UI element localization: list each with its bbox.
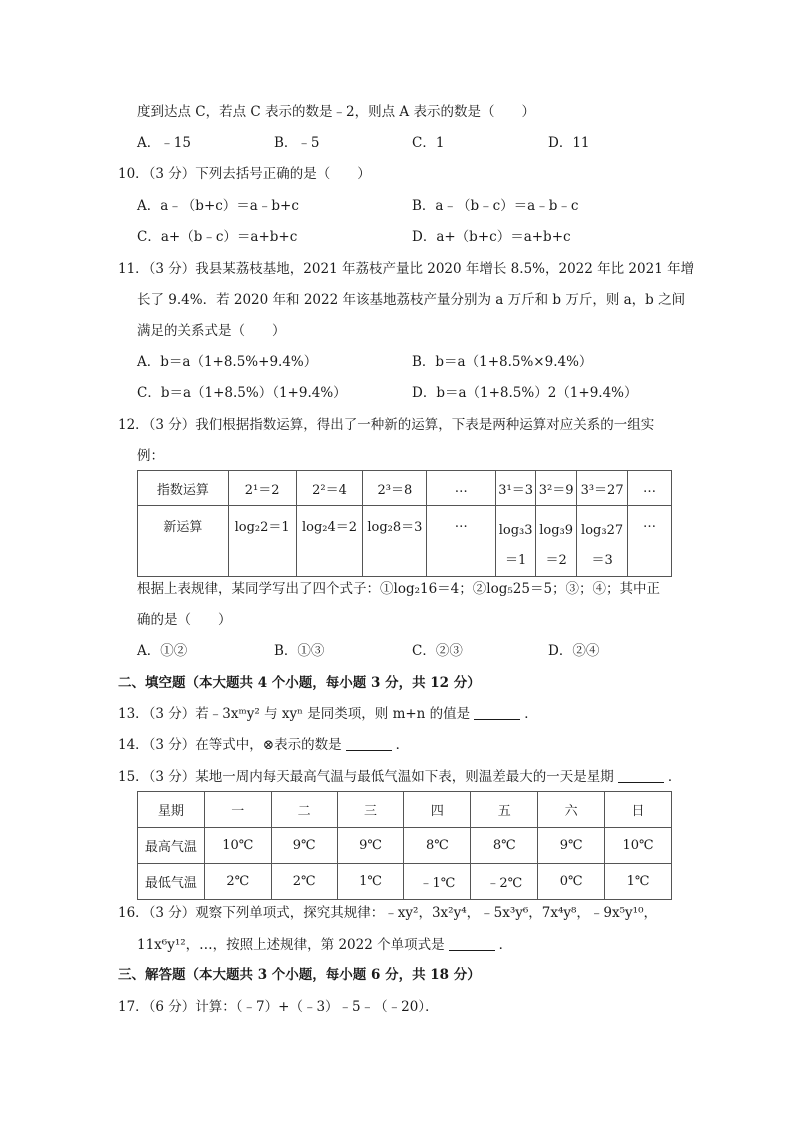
q15-cell: 9℃ [271, 828, 337, 864]
q12-operation-table [137, 470, 672, 577]
q13-answer-blank[interactable] [474, 707, 520, 720]
q14-row: 14．（3 分）在等式中，⊗表示的数是 ． [118, 737, 410, 753]
q11-option-d: D．b＝a（1+8.5%）2（1+9.4%） [412, 385, 638, 401]
q12-table-row-new-op [138, 506, 672, 577]
q12-cell: log₃3 ＝1 [496, 506, 536, 577]
q12-cell: log₃27 ＝3 [577, 506, 628, 577]
q15-header-cell: 二 [271, 792, 337, 828]
q15-low-temp-row [138, 864, 672, 900]
q9-continuation-text: 度到达点 C，若点 C 表示的数是﹣2，则点 A 表示的数是（ ） [137, 104, 535, 120]
q12-line-1: 12．（3 分）我们根据指数运算，得出了一种新的运算，下表是两种运算对应关系的一组实 [118, 417, 655, 433]
q13-text: 13．（3 分）若﹣3xᵐy² 与 xyⁿ 是同类项，则 m+n 的值是 [118, 706, 471, 722]
q12-cell: 3³＝27 [577, 471, 628, 506]
q16-line-2: 11x⁶y¹²，…，按照上述规律，第 2022 个单项式是 [137, 937, 445, 953]
q9-option-a: A．﹣15 [137, 135, 191, 151]
q10-option-b: B．a﹣（b﹣c）＝a﹣b﹣c [412, 198, 579, 214]
q11-line-3: 满足的关系式是（ ） [137, 323, 286, 339]
q15-header-cell: 日 [605, 792, 672, 828]
q9-option-c: C．1 [412, 135, 445, 151]
q12-option-b: B．①③ [274, 643, 325, 659]
q15-cell: 最高气温 [138, 828, 205, 864]
q12-cell: 2²＝4 [296, 471, 363, 506]
q15-answer-blank[interactable] [618, 770, 664, 783]
q12-after-line-1: 根据上表规律，某同学写出了四个式子：①log₂16＝4；②log₅25＝5；③；④；其中正 [137, 581, 661, 597]
q15-cell: ﹣1℃ [404, 864, 471, 900]
q15-cell: ﹣2℃ [471, 864, 538, 900]
q15-header-cell: 三 [337, 792, 404, 828]
q15-header-cell: 星期 [138, 792, 205, 828]
q10-option-c: C．a+（b﹣c）＝a+b+c [137, 229, 298, 245]
q15-header-cell: 五 [471, 792, 538, 828]
q15-high-temp-row [138, 828, 672, 864]
q12-option-a: A．①② [137, 643, 188, 659]
q12-line-2: 例： [137, 448, 164, 464]
q12-cell: 2¹＝2 [228, 471, 296, 506]
section-3-heading: 三、解答题（本大题共 3 个小题，每小题 6 分，共 18 分） [118, 967, 481, 983]
q12-row1-label: 指数运算 [138, 471, 229, 506]
q15-cell: 10℃ [605, 828, 672, 864]
q12-cell: log₃9 ＝2 [536, 506, 577, 577]
section-2-heading: 二、填空题（本大题共 4 个小题，每小题 3 分，共 12 分） [118, 675, 481, 691]
q12-after-line-2: 确的是（ ） [137, 612, 232, 628]
q15-cell: 2℃ [271, 864, 337, 900]
q15-cell: 8℃ [471, 828, 538, 864]
q12-cell: log₂4＝2 [296, 506, 363, 577]
q17-text: 17．（6 分）计算：（﹣7）+（﹣3）﹣5﹣（﹣20）． [118, 999, 439, 1015]
q15-header-cell: 六 [538, 792, 605, 828]
q15-cell: 0℃ [538, 864, 605, 900]
q16-row-2: 11x⁶y¹²，…，按照上述规律，第 2022 个单项式是 ． [137, 937, 513, 953]
q15-header-cell: 一 [204, 792, 271, 828]
q12-cell: 3¹＝3 [496, 471, 536, 506]
q12-row2-label: 新运算 [138, 506, 229, 577]
q15-cell: 8℃ [404, 828, 471, 864]
q13-row: 13．（3 分）若﹣3xᵐy² 与 xyⁿ 是同类项，则 m+n 的值是 ． [118, 706, 538, 722]
q15-cell: 9℃ [538, 828, 605, 864]
q15-row: 15．（3 分）某地一周内每天最高气温与最低气温如下表，则温差最大的一天是星期 ． [118, 769, 682, 785]
q16-line-1: 16．（3 分）观察下列单项式，探究其规律：﹣xy²，3x²y⁴，﹣5x³y⁶，7x⁴y⁸，﹣9x⁵y¹⁰， [118, 905, 657, 921]
q14-text: 14．（3 分）在等式中，⊗表示的数是 [118, 737, 342, 753]
q12-cell: 2³＝8 [363, 471, 427, 506]
q15-cell: 1℃ [605, 864, 672, 900]
q11-line-1: 11．（3 分）我县某荔枝基地，2021 年荔枝产量比 2020 年增长 8.5%，2022 年比 2021 年增 [118, 261, 695, 277]
q15-cell: 9℃ [337, 828, 404, 864]
q15-cell: 最低气温 [138, 864, 205, 900]
q16-answer-blank[interactable] [449, 938, 495, 951]
q10-stem: 10．（3 分）下列去括号正确的是（ ） [118, 166, 371, 182]
q15-cell: 2℃ [204, 864, 271, 900]
q12-cell: … [427, 471, 496, 506]
q10-option-d: D．a+（b+c）＝a+b+c [412, 229, 571, 245]
q15-temperature-table [137, 791, 672, 900]
q12-option-d: D．②④ [548, 643, 600, 659]
q15-cell: 1℃ [337, 864, 404, 900]
q11-option-c: C．b＝a（1+8.5%）（1+9.4%） [137, 385, 347, 401]
q12-cell: log₂8＝3 [363, 506, 427, 577]
q11-line-2: 长了 9.4%．若 2020 年和 2022 年该基地荔枝产量分别为 a 万斤和 b 万斤，则 a，b 之间 [137, 292, 686, 308]
q12-cell: 3²＝9 [536, 471, 577, 506]
q12-option-c: C．②③ [412, 643, 463, 659]
q12-table-row-exponent [138, 471, 672, 506]
q15-cell: 10℃ [204, 828, 271, 864]
q12-cell: … [427, 506, 496, 577]
q15-header-row [138, 792, 672, 828]
q12-cell: log₂2＝1 [228, 506, 296, 577]
q9-option-d: D．11 [548, 135, 590, 151]
q9-option-b: B．﹣5 [274, 135, 320, 151]
q12-cell: … [628, 506, 672, 577]
q12-cell: … [628, 471, 672, 506]
q11-option-a: A．b＝a（1+8.5%+9.4%） [137, 354, 318, 370]
q15-stem: 15．（3 分）某地一周内每天最高气温与最低气温如下表，则温差最大的一天是星期 [118, 769, 614, 785]
q11-option-b: B．b＝a（1+8.5%×9.4%） [412, 354, 593, 370]
q14-answer-blank[interactable] [346, 738, 392, 751]
q15-header-cell: 四 [404, 792, 471, 828]
q10-option-a: A．a﹣（b+c）＝a﹣b+c [137, 198, 299, 214]
